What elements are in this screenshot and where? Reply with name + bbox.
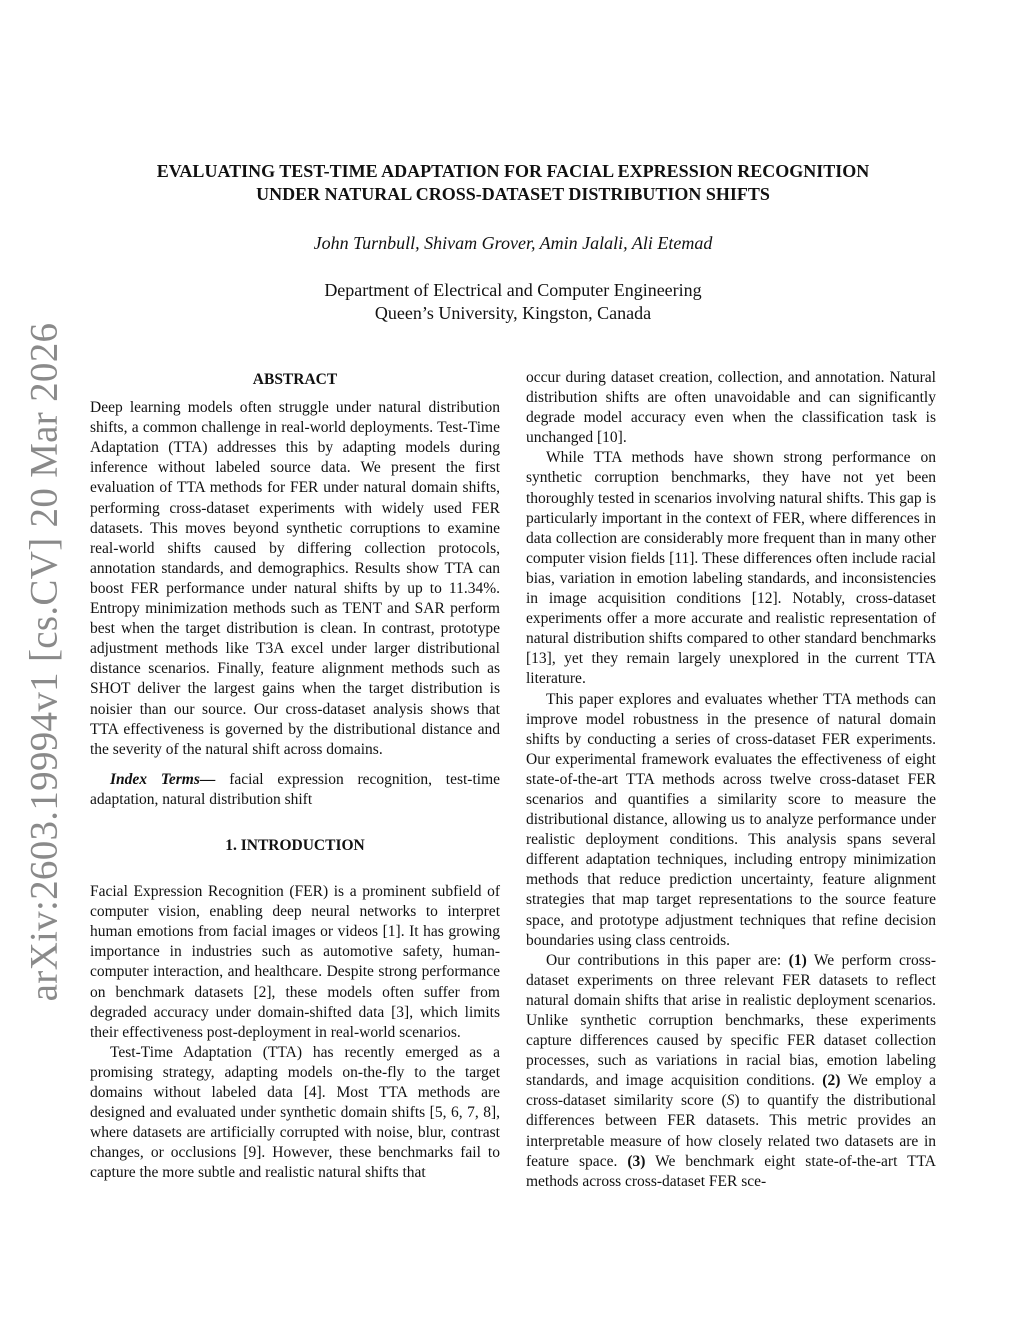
affiliation-line-2: Queen’s University, Kingston, Canada	[374, 303, 652, 323]
contrib-lead: Our contributions in this paper are:	[546, 951, 789, 969]
contrib-1-marker: (1)	[788, 951, 807, 969]
intro-paragraph-5: This paper explores and evaluates whether TTA methods can improve model robustness in the presence of natural domain shifts by conducting a series of cross-dataset FER experiments. Our experimental framework evaluates the effectiveness of eight state-of-the-art TTA methods across twelve cross-dataset FER scenarios and quantifies a similarity score to measure the distributional distance, allowing us to analyze performance under realistic deployment conditions. This analysis spans several different adaptation techniques, including entropy minimization methods that reduce prediction uncertainty, feature alignment strategies that map target representations to the source feature space, and prototype adjustment techniques that refine decision boundaries using class centroids.	[526, 690, 936, 949]
title-line-2: UNDER NATURAL CROSS-DATASET DISTRIBUTION SHIFTS	[256, 184, 770, 204]
index-terms	[90, 770, 500, 810]
contrib-2-marker: (2)	[822, 1072, 841, 1090]
intro-paragraph-4: While TTA methods have shown strong performance on synthetic corruption benchmarks, they have not yet been thoroughly tested in scenarios involving natural shifts. This gap is particularly important in the context of FER, where differences in data collection are considerably more frequent than in many other computer vision fields [11]. These differences often include racial bias, variation in emotion labeling standards, and inconsistencies in image acquisition conditions [12]. Notably, cross-dataset experiments offer a more accurate and realistic representation of natural distribution shifts compared to other standard benchmarks [13], yet they remain largely unexplored in the current TTA literature.	[526, 449, 936, 688]
affiliation	[90, 279, 936, 325]
index-terms-label: Index Terms—	[110, 770, 216, 788]
contrib-1-text: We perform cross-dataset experiments on three relevant FER datasets to reflect natural domain shifts that arise in realistic deployment scenarios. Unlike synthetic corruption benchmarks, these experiments capture differences caused by specific FER dataset collection processes, such as variations in racial bias, emotion labeling standards, and image acquisition conditions.	[526, 951, 936, 1090]
intro-paragraph-6	[526, 951, 936, 1192]
contrib-2-text: We employ a cross-dataset similarity score (	[526, 1072, 936, 1110]
introduction-heading: 1. INTRODUCTION	[225, 836, 365, 854]
similarity-symbol: S	[726, 1092, 735, 1110]
author-list: John Turnbull, Shivam Grover, Amin Jalali, Ali Etemad	[313, 233, 713, 253]
abstract-text: Deep learning models often struggle under natural distribution shifts, a common challenge in real-world deployments. Test-Time Adaptation (TTA) addresses this by adapting models during inference without labeled source data. We present the first evaluation of TTA methods for FER under natural domain shifts, performing cross-dataset experiments with widely used FER datasets. This moves beyond synthetic corruptions to examine real-world shifts caused by differing collection protocols, annotation standards, and demographics. Results show TTA can boost FER performance under natural shifts by up to 11.34%. Entropy minimization methods such as TENT and SAR perform best when the target distribution is clean. In contrast, prototype adjustment methods like T3A excel under larger distributional distance scenarios. Finally, feature alignment methods such as SHOT deliver the largest gains when the target distribution is noisier than our source. Our cross-dataset analysis shows that TTA effectiveness is governed by the distributional distance and the severity of the natural shift across domains.	[90, 399, 500, 758]
right-column	[526, 368, 936, 1192]
contrib-2-text-cont: ) to quantify the distributional differences between FER datasets. This metric provides an interpretable measure of how closely related two datasets are in feature space.	[526, 1092, 936, 1170]
intro-paragraph-1: Facial Expression Recognition (FER) is a prominent subfield of computer vision, enabling deep neural networks to interpret human emotions from facial images or videos [1]. It has growing importance in industries such as automotive safety, human-computer interaction, and healthcare. Despite strong performance on benchmark datasets [2], these models often suffer from degraded accuracy under domain-shifted data [3], which limits their effectiveness post-deployment in real-world scenarios.	[90, 883, 500, 1041]
left-column	[90, 368, 500, 1183]
contrib-3-text: We benchmark eight state-of-the-art TTA methods across cross-dataset FER sce-	[526, 1152, 936, 1190]
arxiv-identifier[interactable]: arXiv:2603.19994v1 [cs.CV] 20 Mar 2026	[22, 322, 66, 1002]
abstract-heading: ABSTRACT	[252, 371, 338, 388]
intro-paragraph-3: occur during dataset creation, collection, and annotation. Natural distribution shifts are often unavoidable and can significantly degrade model accuracy even when the classification task is unchanged [10].	[526, 369, 936, 447]
affiliation-line-1: Department of Electrical and Computer Engineering	[324, 280, 702, 300]
title-line-1: EVALUATING TEST-TIME ADAPTATION FOR FACIAL EXPRESSION RECOGNITION	[156, 161, 870, 181]
intro-paragraph-2: Test-Time Adaptation (TTA) has recently emerged as a promising strategy, adapting models on-the-fly to the target domains without labeled data [4]. Most TTA methods are designed and evaluated under synthetic domain shifts [5, 6, 7, 8], where datasets are artificially corrupted with noise, blur, contrast changes, or occlusions [9]. However, these benchmarks fail to capture the more subtle and realistic natural shifts that	[90, 1043, 500, 1182]
index-terms-text: facial expression recognition, test-time adaptation, natural distribution shift	[90, 770, 501, 808]
paper-title	[90, 160, 936, 206]
contrib-3-marker: (3)	[627, 1152, 646, 1170]
